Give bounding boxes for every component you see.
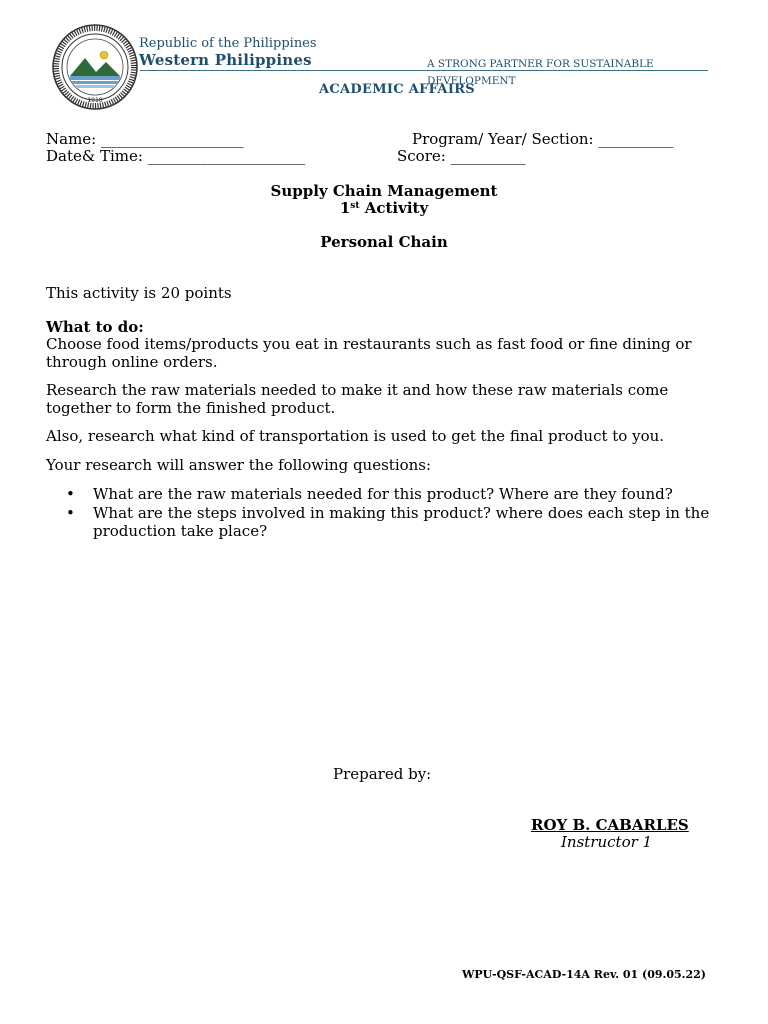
department-title: ACADEMIC AFFAIRS: [319, 82, 475, 97]
score-label: Score: _______: [397, 147, 504, 165]
bullet-icon: •: [66, 504, 75, 522]
document-code: WPU-QSF-ACAD-14A Rev. 01 (09.05.22): [462, 968, 707, 981]
datetime-field: Date& Time: _____________________: [46, 147, 306, 165]
motto-container: [427, 56, 687, 87]
activity-number: 1st Activity: [339, 199, 429, 217]
what-to-do-heading: What to do:: [46, 318, 144, 336]
score-line: ___: [503, 147, 526, 165]
header-rule: [140, 70, 708, 71]
university-name: Western Philippines: [139, 51, 312, 69]
republic-label: Republic of the Philippines: [139, 36, 317, 51]
question-text: What are the steps involved in making this product? where does each step in the production take place?: [93, 504, 710, 540]
bullet-icon: •: [66, 485, 75, 503]
activity-superscript: st: [350, 201, 360, 211]
instruction-paragraph-2: Research the raw materials needed to make it and how these raw materials come together to form the finished product.: [46, 381, 669, 417]
points-text: This activity is 20 points: [46, 284, 232, 302]
instructor-title: Instructor 1: [561, 833, 653, 851]
score-field: [397, 148, 526, 166]
question-text: What are the raw materials needed for this product? Where are they found?: [93, 485, 673, 503]
university-seal-logo: [52, 24, 138, 110]
instruction-paragraph-3: Also, research what kind of transportation is used to get the final product to you.: [46, 427, 665, 445]
name-field: Name: ___________________: [46, 130, 244, 148]
question-list-item: [66, 504, 716, 540]
instruction-paragraph-1: Choose food items/products you eat in restaurants such as fast food or fine dining or through online orders.: [46, 335, 692, 371]
course-title: Supply Chain Management: [270, 182, 498, 200]
instructor-name: ROY B. CABARLES: [531, 816, 689, 834]
motto-text: A STRONG PARTNER FOR SUSTAINABLE DEVELOPMENT: [427, 58, 654, 87]
prepared-by-label: Prepared by:: [333, 765, 432, 783]
question-list-item: [66, 485, 716, 503]
activity-name: Personal Chain: [320, 233, 448, 251]
seal-year-text: 1910: [87, 97, 103, 104]
program-field: Program/ Year/ Section: __________: [412, 130, 674, 148]
instruction-paragraph-4: Your research will answer the following questions:: [46, 456, 432, 474]
